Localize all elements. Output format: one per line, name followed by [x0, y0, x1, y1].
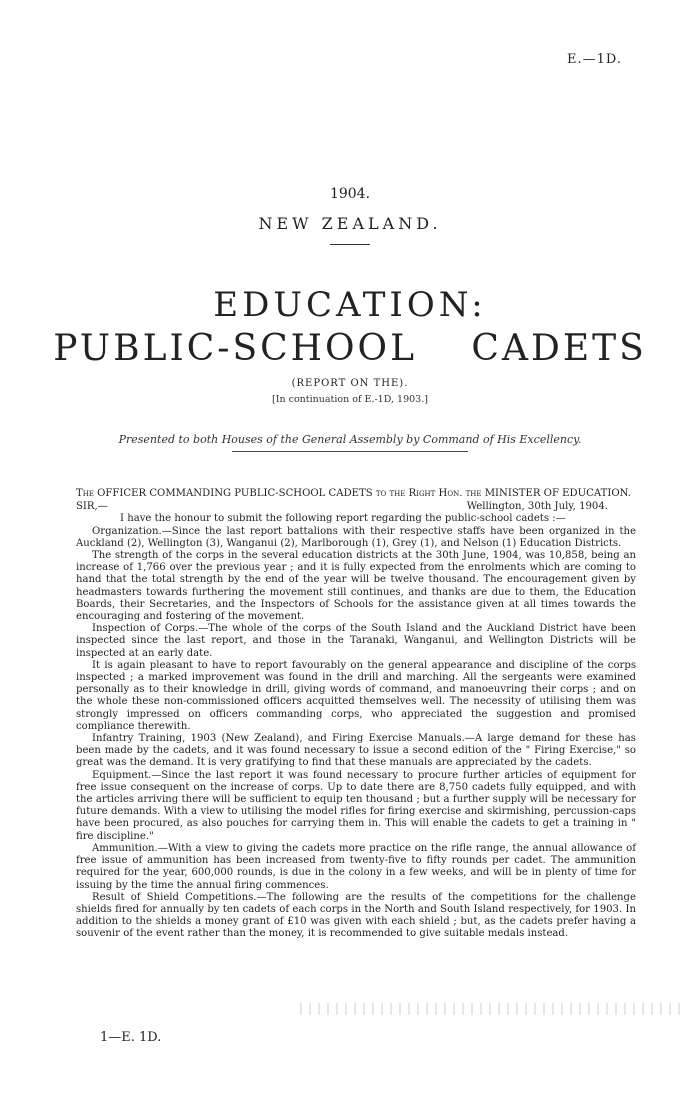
place-date: Wellington, 30th July, 1904.	[466, 501, 608, 513]
paragraph-shields: Result of Shield Competitions.—The following are the results of the competitions for the challenge shields fired for annually by ten cadets of each corps in the North and South Island respectively, for 1903. In addition to the shields a money grant of £10 was given with each shield ; but, as the cadets prefer having a souvenir of the event rather than the money, it is recommended to give suitable medals instead.	[76, 891, 636, 940]
paragraph-organization: Organization.—Since the last report battalions with their respective staffs have been organized in the Auckland (2), Wellington (3), Wanganui (2), Marlborough (1), Grey (1), and Nelson (1) Education Districts.	[76, 525, 636, 549]
scan-smudge	[300, 1003, 680, 1015]
paragraph-inspection: Inspection of Corps.—The whole of the corps of the South Island and the Auckland District have been inspected since the last report, and those in the Taranaki, Wanganui, and Wellington Districts will be inspected at an early date.	[76, 623, 636, 659]
document-year: 1904.	[329, 186, 371, 202]
paragraph-equipment: Equipment.—Since the last report it was found necessary to procure further articles of equipment for free issue consequent on the increase of corps. Up to date there are 8,750 cadets fully equipped, and with the articles arriving there will be sufficient to equip ten thousand ; but a further supply will be necessary for future demands. With a view to utilising the model rifles for firing exercise and skirmishing, percussion-caps have been procured, as also pouches for carrying them in. This will enable the cadets to get a training in " fire discipline."	[76, 769, 636, 842]
continuation-note: [In continuation of E.-1D, 1903.]	[272, 394, 428, 405]
paragraph-strength: The strength of the corps in the several education districts at the 30th June, 1904, was 10,858, being an increase of 1,766 over the previous year ; and it is fully expected from the enrolments which are coming to hand that the total strength by the end of the year will be twelve thousand. The encouragement given by headmasters towards furthering the movement still continues, and thanks are due to them, the Education Boards, their Secretaries, and the Inspectors of Schools for the assistance given at all times towards the encouraging and fostering of the movement.	[76, 550, 636, 623]
paragraph-manuals: Infantry Training, 1903 (New Zealand), and Firing Exercise Manuals.—A large demand for these has been made by the cadets, and it was found necessary to issue a second edition of the " Firing Exercise," so great was the demand. It is very gratifying to find that these manuals are appreciated by the cadets.	[76, 733, 636, 769]
country-heading: NEW ZEALAND.	[258, 214, 442, 233]
presented-divider	[232, 451, 468, 452]
subtitle: (REPORT ON THE).	[291, 378, 409, 389]
short-divider	[330, 244, 370, 245]
salutation: SIR,—	[76, 501, 108, 513]
presented-line: Presented to both Houses of the General Assembly by Command of His Excellency.	[118, 433, 582, 446]
title-line-1: EDUCATION:	[213, 285, 487, 325]
footer-signature: 1—E. 1D.	[100, 1030, 162, 1045]
title-line-2: PUBLIC-SCHOOL CADETS	[53, 328, 647, 369]
paragraph-discipline: It is again pleasant to have to report favourably on the general appearance and discipline of the corps inspected ; a marked improvement was found in the drill and marching. All the sergeants were examined personally as to their knowledge in drill, giving words of command, and manoeuvring their corps ; and on the whole these non-commissioned officers acquitted themselves well. The necessity of utilising them was strongly impressed on officers commanding corps, who appreciated the suggestion and promised compliance therewith.	[76, 659, 636, 732]
letter-body	[76, 488, 636, 941]
salutation-row	[76, 501, 636, 513]
paragraph-ammunition: Ammunition.—With a view to giving the cadets more practice on the rifle range, the annual allowance of free issue of ammunition has been increased from twenty-five to fifty rounds per cadet. The ammunition required for the year, 600,000 rounds, is due in the colony in a few weeks, and will be in plenty of time for issuing by the time the annual firing commences.	[76, 842, 636, 891]
paragraph-intro: I have the honour to submit the following report regarding the public-school cadets :—	[120, 513, 566, 525]
letter-heading: The OFFICER COMMANDING PUBLIC-SCHOOL CADETS to the Right Hon. the MINISTER OF EDUCATION.	[76, 488, 631, 499]
page-reference: E.—1D.	[567, 52, 622, 67]
